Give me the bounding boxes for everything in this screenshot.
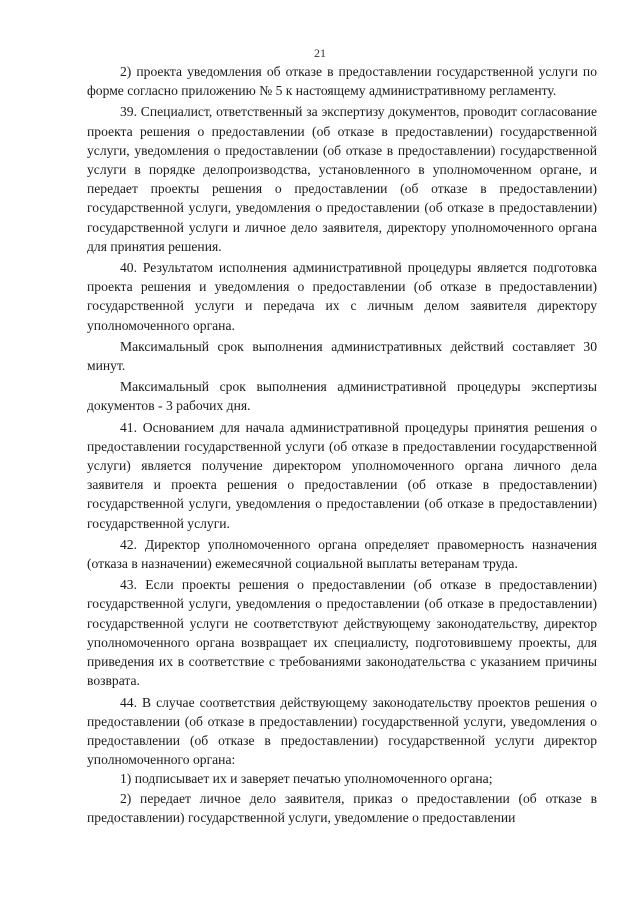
- paragraph-42-director-determination: 42. Директор уполномоченного органа определяет правомерность назначения (отказа в назначении) ежемесячной социальной выплаты ветеранам труда.: [87, 536, 597, 572]
- paragraph-sub-2-transfer-file: 2) передает личное дело заявителя, приказ о предоставлении (об отказе в предоставлении) государственной услуги, уведомление о предоставлении: [87, 790, 597, 825]
- paragraph-max-action-time: Максимальный срок выполнения административных действий составляет 30 минут.: [87, 338, 597, 374]
- paragraph-40-procedure-result: 40. Результатом исполнения административной процедуры является подготовка проекта решения и уведомления о предоставлении (об отказе в предоставлении) государственной услуги и передача их с личным делом заявителя директору уполномоченного органа.: [87, 260, 597, 333]
- document-body: [87, 62, 597, 827]
- paragraph-39-document-review: 39. Специалист, ответственный за экспертизу документов, проводит согласование проекта решения о предоставлении (об отказе в предоставлении) государственной услуги, уведомления о предоставлении (об отказе в предоставлении) государственной услуги в порядке делопроизводства, установленного в уполномоченном органе, и передает проекты решения о предоставлении (об отказе в предоставлении) государственной услуги, уведомления о предоставлении (об отказе в предоставлении) государственной услуги и личное дело заявителя, директору уполномоченного органа для принятия решения.: [87, 104, 597, 254]
- paragraph-44-director-actions: 44. В случае соответствия действующему законодательству проектов решения о предоставлении (об отказе в предоставлении) государственной услуги, уведомления о предоставлении (об отказе в предоставлении) государственной услуги директор уполномоченного органа:: [87, 694, 597, 768]
- paragraph-43-return-drafts: 43. Если проекты решения о предоставлении (об отказе в предоставлении) государственной услуги, уведомления о предоставлении (об отказе в предоставлении) государственной услуги не соответствуют действующему законодательству, директор уполномоченного органа возвращает их специалисту, подготовившему проекты, для приведения их в соответствие с требованиями законодательства с указанием причины возврата.: [87, 577, 597, 689]
- paragraph-max-procedure-time: Максимальный срок выполнения административной процедуры экспертизы документов - 3 рабочих дня.: [87, 379, 597, 414]
- paragraph-item-2-notice-draft: 2) проекта уведомления об отказе в предоставлении государственной услуги по форме согласно приложению № 5 к настоящему административному регламенту.: [87, 64, 597, 99]
- paragraph-41-decision-basis: 41. Основанием для начала административной процедуры принятия решения о предоставлении государственной услуги (об отказе в предоставлении государственной услуги) является получение директором уполномоченного органа личного дела заявителя и проекта решения о предоставлении (об отказе в предоставлении) государственной услуги, уведомления о предоставлении (об отказе в предоставлении) государственной услуги.: [87, 419, 597, 531]
- paragraph-sub-1-sign-and-seal: 1) подписывает их и заверяет печатью уполномоченного органа;: [120, 771, 493, 787]
- page-number: 21: [314, 46, 326, 60]
